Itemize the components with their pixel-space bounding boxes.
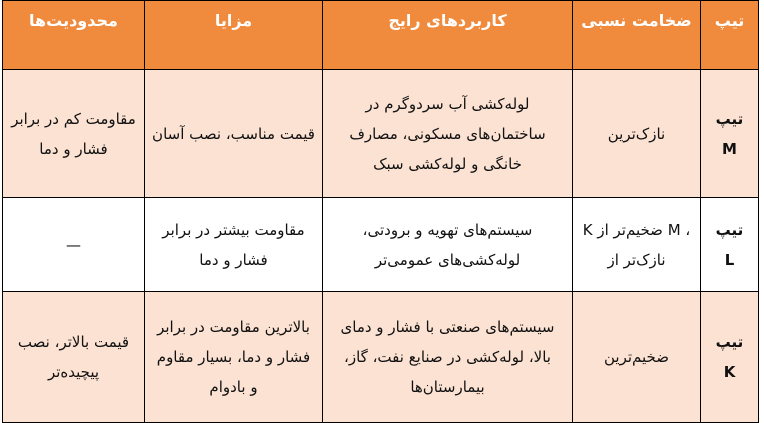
type-word: تیپ <box>715 333 744 351</box>
limitations-cell: — <box>3 198 145 292</box>
advantages-cell: بالاترین مقاومت در برابر فشار و دما، بسیار مقاوم و بادوام <box>145 292 323 423</box>
header-row <box>3 1 759 70</box>
thickness-cell: نازک‌ترین <box>573 70 701 198</box>
uses-cell: سیستم‌های تهویه و برودتی، لوله‌کشی‌های عمومی‌تر <box>323 198 573 292</box>
type-letter: M <box>722 139 737 158</box>
header-thickness: ضخامت نسبی <box>573 1 701 70</box>
type-cell <box>701 70 759 198</box>
table-row <box>3 198 759 292</box>
type-word: تیپ <box>715 109 744 128</box>
limitations-cell: قیمت بالاتر، نصب پیچیده‌تر <box>3 292 145 423</box>
header-uses: کاربردهای رایج <box>323 1 573 70</box>
header-type: تیپ <box>701 1 759 70</box>
header-limitations: محدودیت‌ها <box>3 1 145 70</box>
thickness-cell: ، M ضخیم‌تر از K نازک‌تر از <box>573 198 701 292</box>
thickness-cell: ضخیم‌ترین <box>573 292 701 423</box>
uses-cell: لوله‌کشی آب سردوگرم در ساختمان‌های مسکونی، مصارف خانگی و لوله‌کشی سبک <box>323 70 573 198</box>
type-cell <box>701 292 759 423</box>
advantages-cell: مقاومت بیشتر در برابر فشار و دما <box>145 198 323 292</box>
header-advantages: مزایا <box>145 1 323 70</box>
advantages-cell: قیمت مناسب، نصب آسان <box>145 70 323 198</box>
type-cell <box>701 198 759 292</box>
table-row <box>3 292 759 423</box>
table-row <box>3 70 759 198</box>
uses-cell: سیستم‌های صنعتی با فشار و دمای بالا، لوله‌کشی در صنایع نفت، گاز، بیمارستان‌ها <box>323 292 573 423</box>
type-word: تیپ <box>715 220 744 239</box>
pipe-types-table <box>2 0 759 423</box>
limitations-cell: مقاومت کم در برابر فشار و دما <box>3 70 145 198</box>
type-letter: L <box>724 250 735 269</box>
type-letter: K <box>723 363 736 381</box>
